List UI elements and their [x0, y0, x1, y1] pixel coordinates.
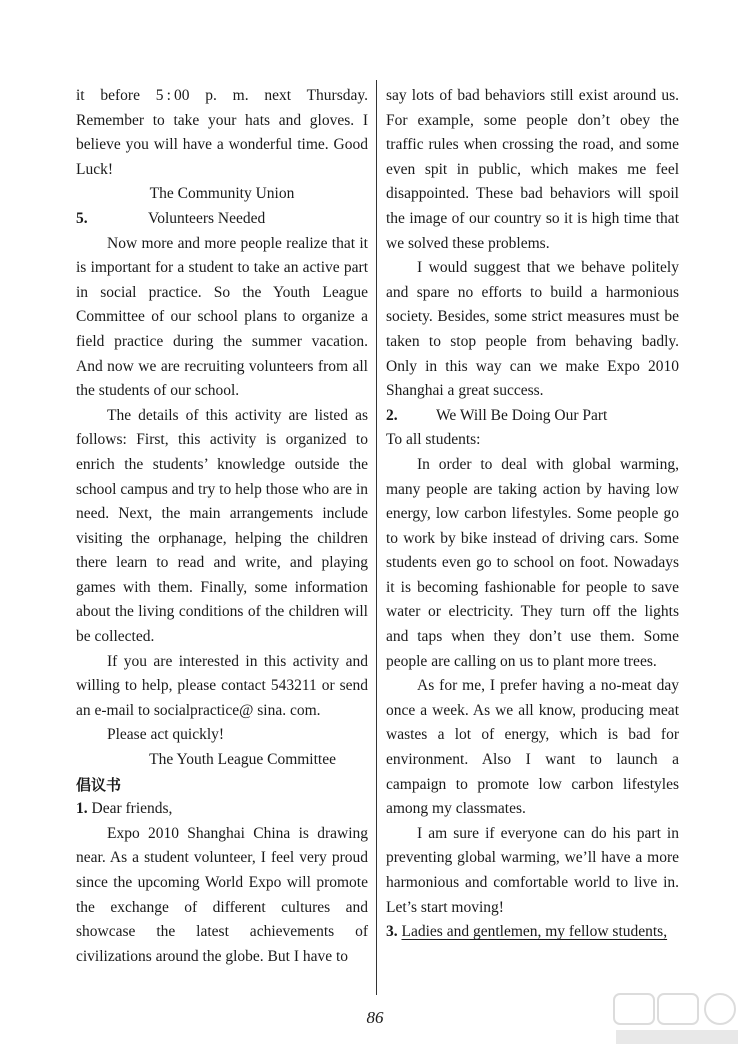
item2-heading [386, 404, 679, 429]
item1-number: 1. [76, 800, 88, 818]
item5-paragraph-3: If you are interested in this activity and willing to help, please contact 543211 or send an e-mail to socialpractice@ sina. com. [76, 652, 368, 719]
item3-line [386, 920, 679, 945]
column-divider [376, 80, 377, 995]
item5-paragraph-1: Now more and more people realize that it is important for a student to take an active part in social practice. So the Youth League Committee of our school plans to organize a field practice during the summer vacation. And now we are recruiting volunteers from all the students of our school. [76, 234, 368, 400]
section-heading: 倡议书 [76, 775, 122, 794]
item2-paragraph-1: In order to deal with global warming, many people are taking action by having low energy, low carbon lifestyles. Some people go to work by bike instead of driving cars. Some students even go to school on foot. Nowadays it is becoming fashionable for people to save water or electricity. They turn off the lights and taps when they don’t use them. Some people are calling on us to plant more trees. [386, 455, 679, 670]
letter-ending: it before 5 : 00 p. m. next Thursday. Remember to take your hats and gloves. I believe you will have a wonderful time. Good Luck! [76, 87, 368, 178]
page-number: 86 [366, 1008, 384, 1027]
item2-paragraph-3: I am sure if everyone can do his part in preventing global warming, we’ll have a more harmonious and comfortable world to live in. Let’s start moving! [386, 824, 679, 916]
item5-number: 5. [76, 209, 88, 227]
item2-number: 2. [386, 406, 398, 424]
item2-paragraph-2: As for me, I prefer having a no-meat day once a week. As we all know, producing meat wastes a lot of energy, which is bad for environment. Also I want to launch a campaign to promote low carbon lifestyles among my classmates. [386, 677, 679, 818]
item2-greeting: To all students: [386, 431, 481, 449]
watermark-logo [612, 990, 742, 1048]
right-column [386, 84, 679, 945]
item3-text: Ladies and gentlemen, my fellow students, [401, 923, 668, 941]
item5-title: Volunteers Needed [148, 209, 266, 227]
signature-community-union: The Community Union [149, 185, 295, 203]
item1-paragraph-1: Expo 2010 Shanghai China is drawing near. As a student volunteer, I feel very proud since the upcoming World Expo will promote the exchange of different cultures and showcase the latest achievements of civilizations around the globe. But I have to [76, 824, 368, 965]
signature-youth-league: The Youth League Committee [149, 751, 336, 769]
item5-heading [76, 207, 368, 232]
item1-paragraph-2: I would suggest that we behave politely and spare no efforts to build a harmonious society. Besides, some strict measures must be taken to stop people from behaving badly. Only in this way can we make Expo 2010 Shanghai a great success. [386, 259, 679, 400]
item1-greeting [76, 797, 368, 822]
item1-greeting-text: Dear friends, [91, 800, 173, 818]
item5-paragraph-4: Please act quickly! [107, 726, 225, 744]
left-column [76, 84, 368, 969]
item5-paragraph-2: The details of this activity are listed as follows: First, this activity is organized to enrich the students’ knowledge outside the school campus and try to help those who are in need. Next, the main arrangements include visiting the orphanage, helping the children there learn to read and write, and playing games with them. Finally, some information about the living conditions of the children will be collected. [76, 406, 368, 646]
item1-paragraph-1-continued: say lots of bad behaviors still exist around us. For example, some people don’t obey the traffic rules when crossing the road, and some even spit in public, which makes me feel disappointed. These bad behaviors will spoil the image of our country so it is high time that we solved these problems. [386, 87, 679, 252]
item3-number: 3. [386, 923, 398, 941]
item2-title: We Will Be Doing Our Part [436, 406, 608, 424]
